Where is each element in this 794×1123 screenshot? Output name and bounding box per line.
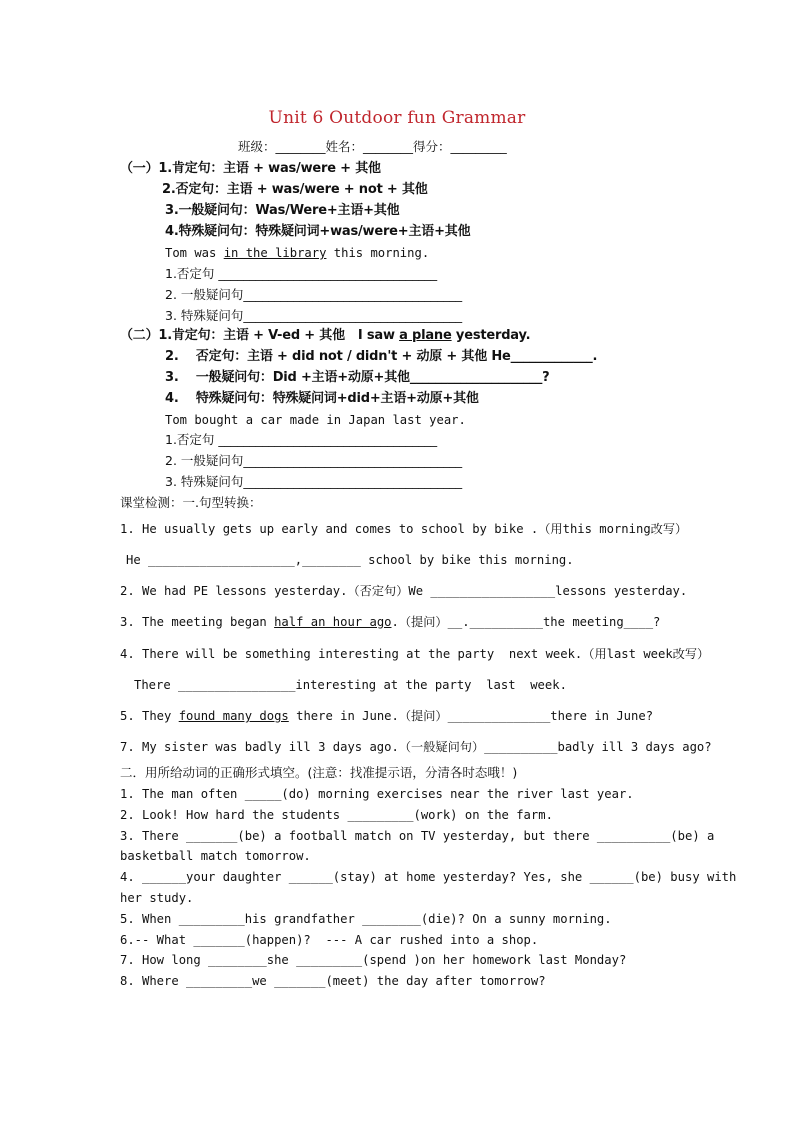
sec1-rule-1: （一）1.肯定句：主语 + was/were + 其他: [120, 161, 381, 176]
fill-item-3: 3. There _______(be) a football match on TV yesterday, but there __________(be) a: [120, 829, 715, 843]
sec1-q1: 1.否定句 ___________________________________: [165, 266, 438, 281]
test-item-1-answer: He ____________________,________ school by bike this morning.: [126, 553, 574, 567]
info-line: 班级：________姓名：________得分：_________: [238, 139, 507, 154]
sec2-example: Tom bought a car made in Japan last year.: [165, 413, 466, 427]
sec1-q2: 2. 一般疑问句___________________________________: [165, 287, 463, 302]
test-item-2: 2. We had PE lessons yesterday.（否定句）We _________________lessons yesterday.: [120, 584, 688, 598]
test-item-7: 7. My sister was badly ill 3 days ago.（一般疑问句）__________badly ill 3 days ago?: [120, 740, 712, 754]
fill-item-6: 6.-- What _______(happen)? --- A car rushed into a shop.: [120, 933, 539, 947]
sec2-q1: 1.否定句 ___________________________________: [165, 432, 438, 447]
fill-item-7: 7. How long ________she _________(spend )on her homework last Monday?: [120, 953, 627, 967]
test-item-4: 4. There will be something interesting at the party next week.（用last week改写）: [120, 647, 710, 661]
fill-item-8: 8. Where _________we _______(meet) the day after tomorrow?: [120, 974, 546, 988]
sec2-q2: 2. 一般疑问句___________________________________: [165, 453, 463, 468]
test-heading: 课堂检测：一.句型转换：: [120, 495, 262, 510]
sec2-rule-1: （二）1.肯定句：主语 + V-ed + 其他 I saw a plane yesterday.: [120, 328, 531, 343]
page-title: Unit 6 Outdoor fun Grammar: [268, 108, 526, 128]
sec2-q3: 3. 特殊疑问句___________________________________: [165, 474, 463, 489]
test-item-1: 1. He usually gets up early and comes to school by bike .（用this morning改写）: [120, 522, 688, 536]
sec1-rule-2: 2.否定句：主语 + was/were + not + 其他: [162, 182, 428, 197]
sec2-rule-4: 4. 特殊疑问句：特殊疑问词+did+主语+动原+其他: [165, 391, 479, 406]
fill-item-5: 5. When _________his grandfather ________(die)? On a sunny morning.: [120, 912, 612, 926]
sec1-example: Tom was in the library this morning.: [165, 246, 430, 260]
test-item-4-answer: There ________________interesting at the party last week.: [134, 678, 567, 692]
fill-item-4: 4. ______your daughter ______(stay) at home yesterday? Yes, she ______(be) busy with: [120, 870, 737, 884]
test-item-5: 5. They found many dogs there in June.（提问）______________there in June?: [120, 709, 654, 723]
sec2-rule-2: 2. 否定句：主语 + did not / didn't + 动原 + 其他 He_____________.: [165, 349, 598, 364]
sec2-rule-3: 3. 一般疑问句：Did +主语+动原+其他_____________________?: [165, 370, 550, 385]
sec1-q3: 3. 特殊疑问句___________________________________: [165, 308, 463, 323]
fill-item-3-cont: basketball match tomorrow.: [120, 849, 311, 863]
fill-item-2: 2. Look! How hard the students _________(work) on the farm.: [120, 808, 553, 822]
sec1-rule-3: 3.一般疑问句：Was/Were+主语+其他: [165, 203, 400, 218]
test-item-3: 3. The meeting began half an hour ago.（提问）__.__________the meeting____?: [120, 615, 661, 629]
fill-item-1: 1. The man often _____(do) morning exercises near the river last year.: [120, 787, 634, 801]
fill-heading: 二．用所给动词的正确形式填空。(注意：找准提示语，分清各时态哦！): [120, 765, 518, 780]
sec1-rule-4: 4.特殊疑问句：特殊疑问词+was/were+主语+其他: [165, 224, 471, 239]
fill-item-4-cont: her study.: [120, 891, 194, 905]
